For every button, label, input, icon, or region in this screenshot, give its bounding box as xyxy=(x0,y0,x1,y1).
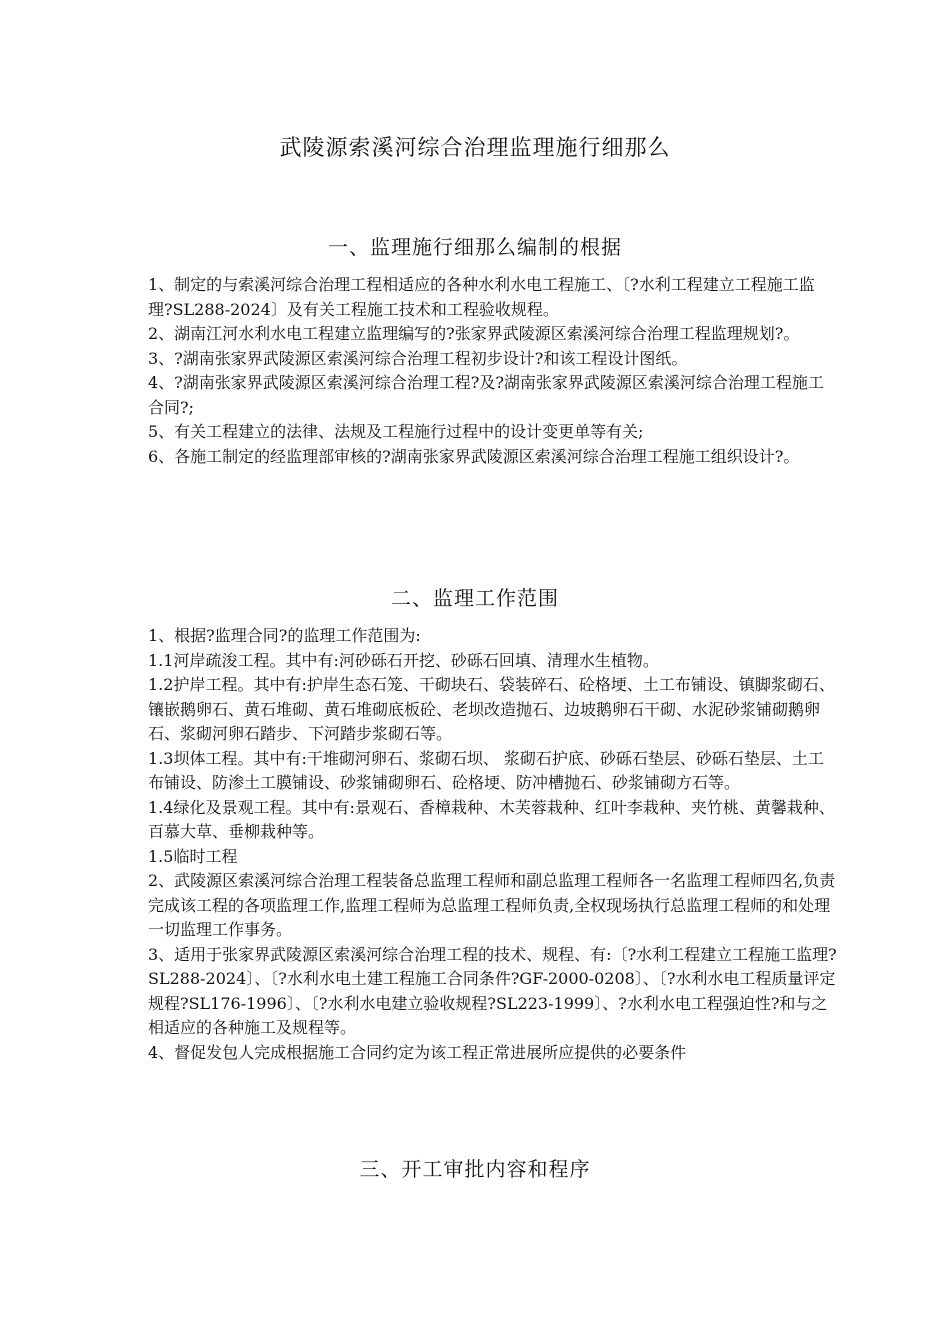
paragraph: 1、制定的与索溪河综合治理工程相适应的各种水利水电工程施工、〔?水利工程建立工程施工监理?SL288-2024〕及有关工程施工技术和工程验收规程。 xyxy=(148,275,815,319)
paragraph: 1.1河岸疏浚工程。其中有:河砂砾石开挖、砂砾石回填、清理水生植物。 xyxy=(148,650,659,670)
paragraph: 1.4绿化及景观工程。其中有:景观石、香樟栽种、木芙蓉栽种、红叶李栽种、夹竹桃、黄馨栽种、百慕大草、垂柳栽种等。 xyxy=(148,797,835,841)
section-body-scope xyxy=(148,624,838,1065)
paragraph: 4、?湖南张家界武陵源区索溪河综合治理工程?及?湖南张家界武陵源区索溪河综合治理工程施工合同?; xyxy=(148,373,824,417)
paragraph: 3、适用于张家界武陵源区索溪河综合治理工程的技术、规程、有:〔?水利工程建立工程施工监理?SL288-2024〕、〔?水利水电土建工程施工合同条件?GF-2000-0208〕、〔?水利水电工程质量评定规程?SL176-1996〕、〔?水利水电建立验收规程?SL223-1999〕、?水利水电工程强迫性?和与之相适应的各种施工及规程等。 xyxy=(148,944,837,1037)
document-title: 武陵源索溪河综合治理监理施行细那么 xyxy=(279,136,671,161)
paragraph: 5、有关工程建立的法律、法规及工程施行过程中的设计变更单等有关; xyxy=(148,422,644,441)
paragraph: 2、湖南江河水利水电工程建立监理编写的?张家界武陵源区索溪河综合治理工程监理规划?。 xyxy=(148,324,800,343)
paragraph: 2、武陵源区索溪河综合治理工程装备总监理工程师和副总监理工程师各一名监理工程师四名,负责完成该工程的各项监理工作,监理工程师为总监理工程师负责,全权现场执行总监理工程师的和处理一切监理工作事务。 xyxy=(148,871,836,939)
paragraph: 6、各施工制定的经监理部审核的?湖南张家界武陵源区索溪河综合治理工程施工组织设计?。 xyxy=(148,446,800,466)
paragraph: 3、?湖南张家界武陵源区索溪河综合治理工程初步设计?和该工程设计图纸。 xyxy=(148,348,688,368)
section-body-basis xyxy=(148,273,838,469)
paragraph: 1、根据?监理合同?的监理工作范围为: xyxy=(148,626,421,645)
section-heading-approval: 三、开工审批内容和程序 xyxy=(359,1157,591,1181)
section-heading-basis: 一、监理施行细那么编制的根据 xyxy=(328,235,622,259)
section-heading-scope: 二、监理工作范围 xyxy=(391,586,559,610)
paragraph: 1.3坝体工程。其中有:干堆砌河卵石、浆砌石坝、 浆砌石护底、砂砾石垫层、砂砾石垫层、土工布铺设、防渗土工膜铺设、砂浆铺砌卵石、砼格埂、防冲槽抛石、砂浆铺砌方石等。 xyxy=(148,748,824,792)
paragraph: 1.2护岸工程。其中有:护岸生态石笼、干砌块石、袋装碎石、砼格埂、土工布铺设、镇脚浆砌石、镶嵌鹅卵石、黄石堆砌、黄石堆砌底板砼、老坝改造抛石、边坡鹅卵石干砌、水泥砂浆铺砌鹅卵石、浆砌河卵石踏步、下河踏步浆砌石等。 xyxy=(148,675,835,743)
paragraph: 1.5临时工程 xyxy=(148,846,238,866)
paragraph: 4、督促发包人完成根据施工合同约定为该工程正常进展所应提供的必要条件 xyxy=(148,1042,687,1062)
